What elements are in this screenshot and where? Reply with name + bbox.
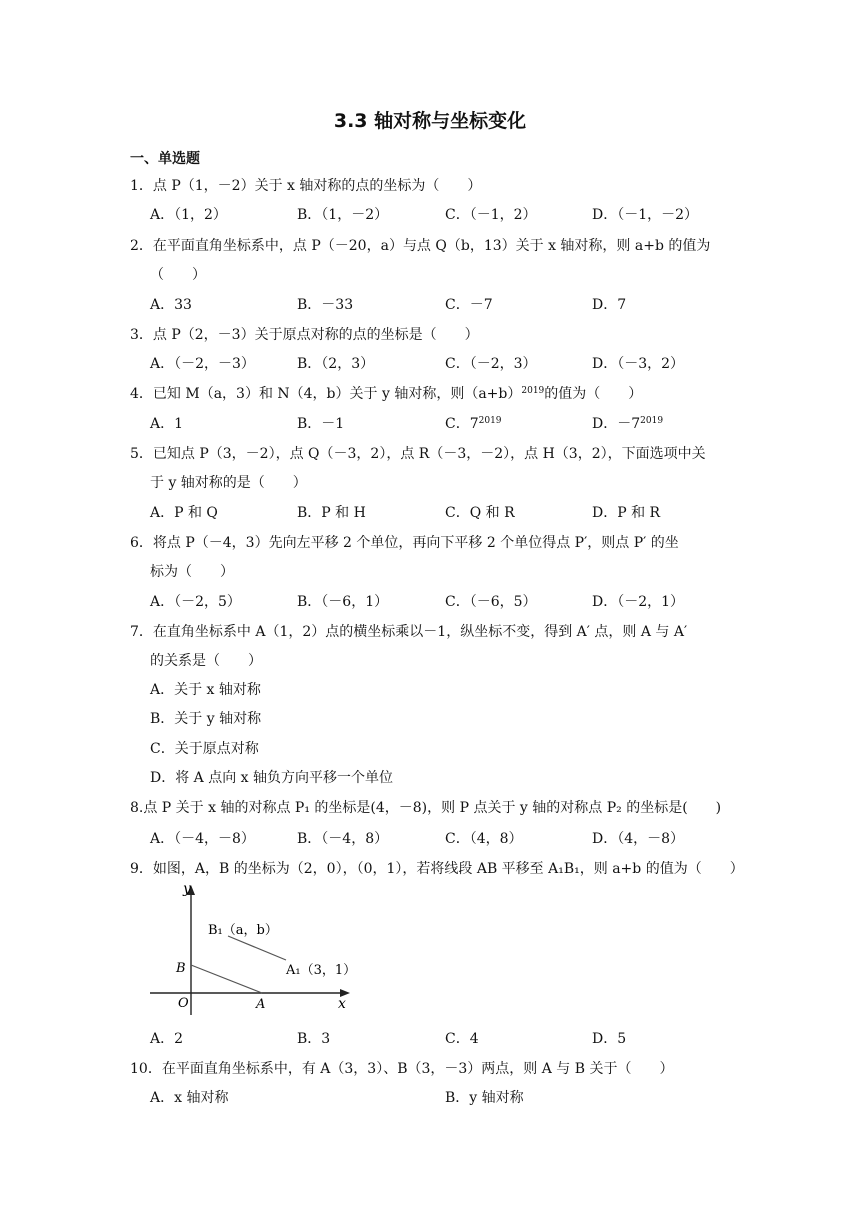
question-4 (130, 384, 642, 404)
question-6-cont: 标为（ ） (150, 564, 234, 580)
segment-ab (191, 965, 262, 993)
section-heading: 一、单选题 (130, 151, 200, 167)
q5-option-b: B．P 和 H (297, 505, 366, 521)
origin-label: O (178, 996, 189, 1011)
q9-option-b: B．3 (297, 1031, 331, 1047)
question-7-cont: 的关系是（ ） (150, 653, 262, 669)
point-a1-label: A₁（3，1） (286, 963, 357, 978)
point-b1-label: B₁（a，b） (208, 923, 278, 938)
q9-option-c: C．4 (445, 1031, 479, 1047)
q6-option-d: D．（－2，1） (592, 594, 685, 610)
q7-option-a: A．关于 x 轴对称 (150, 682, 261, 698)
question-5: 5．已知点 P（3，－2），点 Q（－3，2），点 R（－3，－2），点 H（3，2），下面选项中关 (130, 446, 706, 462)
q2-option-c: C．－7 (445, 297, 493, 313)
question-5-cont: 于 y 轴对称的是（ ） (150, 475, 307, 491)
question-4-text-a: 4．已知 M（a，3）和 N（4，b）关于 y 轴对称，则（a+b） (130, 386, 522, 402)
q4-option-b: B．－1 (297, 416, 345, 432)
question-2: 2．在平面直角坐标系中，点 P（－20，a）与点 Q（b，13）关于 x 轴对称，则 a+b 的值为 (130, 238, 711, 254)
q1-option-a: A．（1，2） (150, 207, 227, 223)
q2-option-a: A．33 (150, 297, 192, 313)
q1-option-b: B．（1，－2） (297, 207, 389, 223)
q4-option-d-base: D．－7 (592, 416, 641, 432)
q5-option-c: C．Q 和 R (445, 505, 515, 521)
q1-option-d: D．（－1，－2） (592, 207, 699, 223)
question-4-exponent: 2019 (521, 386, 545, 396)
question-6: 6．将点 P（－4，3）先向左平移 2 个单位，再向下平移 2 个单位得点 P′，则点 P′ 的坐 (130, 535, 679, 551)
question-1: 1．点 P（1，－2）关于 x 轴对称的点的坐标为（ ） (130, 178, 482, 194)
q4-option-a: A．1 (150, 416, 184, 432)
segment-a1b1 (228, 936, 286, 960)
question-8: 8.点 P 关于 x 轴的对称点 P₁ 的坐标是(4，－8)，则 P 点关于 y 轴的对称点 P₂ 的坐标是( ) (130, 800, 722, 816)
point-b-label: B (176, 961, 186, 976)
q1-option-c: C．（－1，2） (445, 207, 537, 223)
q4-option-c-base: C．7 (445, 416, 479, 432)
q7-option-d: D．将 A 点向 x 轴负方向平移一个单位 (150, 770, 394, 786)
q8-option-b: B．（－4，8） (297, 831, 389, 847)
q5-option-d: D．P 和 R (592, 505, 661, 521)
question-9: 9．如图，A，B 的坐标为（2，0），（0，1），若将线段 AB 平移至 A₁B₁，则 a+b 的值为（ ） (130, 861, 744, 877)
q7-option-c: C．关于原点对称 (150, 741, 259, 757)
page-title: 3.3 轴对称与坐标变化 (333, 110, 527, 132)
q10-option-b: B．y 轴对称 (445, 1090, 524, 1106)
question-3: 3．点 P（2，－3）关于原点对称的点的坐标是（ ） (130, 327, 479, 343)
q4-option-d (592, 414, 663, 434)
q6-option-b: B．（－6，1） (297, 594, 389, 610)
q3-option-a: A．（－2，－3） (150, 356, 255, 372)
question-7: 7．在直角坐标系中 A（1，2）点的横坐标乘以－1，纵坐标不变，得到 A′ 点，则 A 与 A′ (130, 624, 688, 640)
point-a-label: A (256, 997, 266, 1012)
q3-option-d: D．（－3，2） (592, 356, 685, 372)
q10-option-a: A．x 轴对称 (150, 1090, 229, 1106)
q6-option-a: A．（－2，5） (150, 594, 241, 610)
q4-option-c (445, 414, 502, 434)
q5-option-a: A．P 和 Q (150, 505, 218, 521)
q6-option-c: C．（－6，5） (445, 594, 537, 610)
question-2-cont: （ ） (150, 267, 206, 283)
coordinate-figure (146, 880, 366, 1020)
coordinate-diagram (146, 880, 366, 1020)
q2-option-d: D．7 (592, 297, 627, 313)
q7-option-b: B．关于 y 轴对称 (150, 711, 262, 727)
question-10: 10．在平面直角坐标系中，有 A（3，3）、B（3，－3）两点，则 A 与 B 关于（ ） (130, 1061, 674, 1077)
q2-option-b: B．－33 (297, 297, 354, 313)
q4-option-c-exp: 2019 (478, 416, 502, 426)
q4-option-d-exp: 2019 (640, 416, 664, 426)
q8-option-c: C．（4，8） (445, 831, 523, 847)
q9-option-d: D．5 (592, 1031, 627, 1047)
q9-option-a: A．2 (150, 1031, 184, 1047)
x-axis-label: x (338, 996, 346, 1012)
question-4-text-b: 的值为（ ） (544, 386, 643, 402)
q3-option-b: B．（2，3） (297, 356, 375, 372)
q8-option-d: D．（4，－8） (592, 831, 685, 847)
q8-option-a: A．（－4，－8） (150, 831, 255, 847)
q3-option-c: C．（－2，3） (445, 356, 537, 372)
y-axis-label: y (183, 881, 191, 897)
